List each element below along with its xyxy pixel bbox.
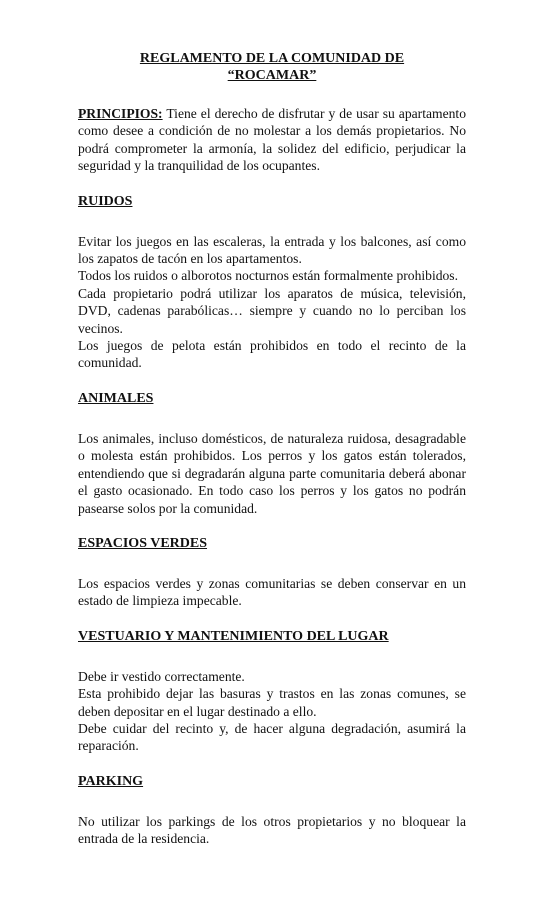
ruidos-paragraph-4: Los juegos de pelota están prohibidos en todo el recinto de la comunidad. xyxy=(78,338,466,371)
section-heading-animales: ANIMALES xyxy=(78,390,154,406)
section-heading-ruidos: RUIDOS xyxy=(78,193,133,209)
vestuario-paragraph-2: Esta prohibido dejar las basuras y trastos en las zonas comunes, se deben depositar en el lugar destinado a ello. xyxy=(78,686,466,719)
animales-paragraph-1: Los animales, incluso domésticos, de naturaleza ruidosa, desagradable o molesta están prohibidos. Los perros y los gatos están tolerados, entendiendo que si degradarán alguna parte comunitaria deberá abonar el gasto ocasionado. En todo caso los perros y los gatos no podrán pasearse solos por la comunidad. xyxy=(78,430,466,516)
vestuario-paragraph-3: Debe cuidar del recinto y, de hacer alguna degradación, asumirá la reparación. xyxy=(78,720,466,754)
ruidos-paragraph-3: Cada propietario podrá utilizar los aparatos de música, televisión, DVD, cadenas parabólicas… siempre y cuando no lo perciban los vecinos. xyxy=(78,285,466,336)
section-heading-parking: PARKING xyxy=(78,773,144,789)
principles-text: Tiene el derecho de disfrutar y de usar su apartamento como desee a condición de no molestar a los demás propietarios. No podrá comprometer la armonía, la solidez del edificio, perjudicar la seguridad y la tranquilidad de los ocupantes. xyxy=(78,106,466,174)
title-line-1: REGLAMENTO DE LA COMUNIDAD DE xyxy=(139,51,405,66)
parking-paragraph-1: No utilizar los parkings de los otros propietarios y no bloquear la entrada de la residencia. xyxy=(78,813,466,847)
section-animales xyxy=(78,390,466,517)
title-line-2: “ROCAMAR” xyxy=(227,68,317,83)
section-espacios-verdes xyxy=(78,535,466,610)
principles-paragraph xyxy=(78,105,466,175)
section-parking xyxy=(78,773,466,848)
section-principios xyxy=(78,105,466,175)
principles-heading: PRINCIPIOS: xyxy=(78,106,163,121)
section-heading-espacios-verdes: ESPACIOS VERDES xyxy=(78,535,208,551)
ruidos-paragraph-2: Todos los ruidos o alborotos nocturnos están formalmente prohibidos. xyxy=(78,268,459,284)
document-title xyxy=(78,50,466,84)
vestuario-paragraph-1: Debe ir vestido correctamente. xyxy=(78,668,245,684)
document-page xyxy=(78,50,466,848)
espacios-verdes-paragraph-1: Los espacios verdes y zonas comunitarias se deben conservar en un estado de limpieza impecable. xyxy=(78,575,466,609)
section-ruidos xyxy=(78,193,466,372)
section-heading-vestuario: VESTUARIO Y MANTENIMIENTO DEL LUGAR xyxy=(78,628,389,644)
section-vestuario xyxy=(78,628,466,755)
ruidos-paragraph-1: Evitar los juegos en las escaleras, la entrada y los balcones, así como los zapatos de tacón en los apartamentos. xyxy=(78,233,466,267)
